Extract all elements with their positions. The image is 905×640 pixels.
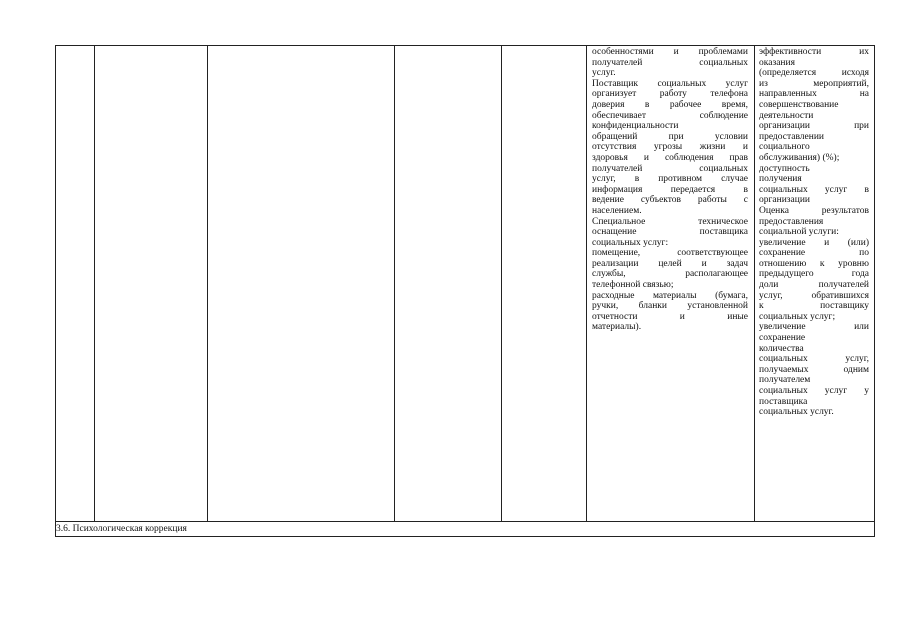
- text-line: направленных на: [759, 89, 869, 100]
- text-line: поставщика: [759, 396, 808, 407]
- text-line: информация передается в: [592, 184, 748, 195]
- text-line: организации при: [759, 121, 869, 132]
- text-line: (определяется исходя: [759, 68, 869, 79]
- section-heading: 3.6. Психологическая коррекция: [56, 524, 187, 534]
- text-line: доверия в рабочее время,: [592, 99, 748, 110]
- text-line: доступность: [759, 163, 810, 174]
- text-line: ручки, бланки установленной: [592, 301, 748, 312]
- text-line: деятельности: [759, 110, 814, 121]
- text-line: сохранение: [759, 333, 806, 344]
- text-line: отсутствия угрозы жизни и: [592, 142, 748, 153]
- text-line: социальной услуги:: [759, 227, 839, 238]
- text-line: социальных услуг у: [759, 386, 869, 396]
- text-line: к поставщику: [759, 301, 869, 312]
- text-line: предыдущего года: [759, 269, 869, 280]
- text-line: реализации целей и задач: [592, 258, 748, 269]
- text-line: получения: [759, 174, 802, 185]
- text-line: совершенствование: [759, 99, 839, 110]
- text-line: предоставления: [759, 216, 824, 227]
- standard-description-cell: [592, 47, 748, 519]
- text-line: социальных услуг:: [592, 237, 669, 248]
- table-top-border: [55, 45, 875, 46]
- text-line: услуг, в противном случае: [592, 174, 748, 185]
- column-divider-3: [394, 45, 395, 521]
- text-line: обслуживания) (%);: [759, 152, 840, 163]
- row-divider: [55, 521, 875, 522]
- text-line: из мероприятий,: [759, 78, 869, 89]
- text-line: обращений при условии: [592, 131, 748, 142]
- text-line: социальных услуг,: [759, 354, 869, 365]
- text-line: помещение, соответствующее: [592, 248, 748, 259]
- text-line: получаемых одним: [759, 364, 869, 375]
- text-line: особенностями и проблемами: [592, 47, 748, 57]
- text-line: населением.: [592, 205, 642, 216]
- text-line: отчетности и иные: [592, 311, 748, 322]
- column-divider-5: [586, 45, 587, 521]
- text-line: получателей социальных: [592, 57, 748, 68]
- text-line: материалы).: [592, 322, 642, 333]
- text-line: оснащение поставщика: [592, 227, 748, 238]
- text-line: сохранение по: [759, 248, 869, 259]
- text-line: доли получателей: [759, 280, 869, 291]
- column-divider-4: [501, 45, 502, 521]
- table-right-border: [874, 45, 875, 537]
- text-line: Специальное техническое: [592, 216, 748, 227]
- text-line: получателей социальных: [592, 163, 748, 174]
- column-divider-2: [207, 45, 208, 521]
- text-line: увеличение и (или): [759, 237, 869, 248]
- text-line: телефонной связью;: [592, 280, 674, 291]
- quality-indicators-cell: [759, 47, 869, 519]
- text-line: ведение субъектов работы с: [592, 195, 748, 206]
- text-line: социальных услуг;: [759, 311, 836, 322]
- text-line: эффективности их: [759, 47, 869, 57]
- text-line: социального: [759, 142, 810, 153]
- text-line: социальных услуг в: [759, 184, 869, 195]
- text-line: отношению к уровню: [759, 258, 869, 269]
- text-line: социальных услуг.: [759, 407, 834, 418]
- column-divider-1: [94, 45, 95, 521]
- table-bottom-border: [55, 536, 875, 537]
- table-left-border: [55, 45, 56, 537]
- text-line: расходные материалы (бумага,: [592, 290, 748, 301]
- column-divider-6: [754, 45, 755, 521]
- text-line: обеспечивает соблюдение: [592, 110, 748, 121]
- text-line: получателем: [759, 375, 811, 386]
- text-line: количества: [759, 343, 804, 354]
- text-line: увеличение или: [759, 322, 869, 333]
- text-line: услуг.: [592, 68, 616, 79]
- text-line: услуг, обратившихся: [759, 290, 869, 301]
- text-line: Оценка результатов: [759, 205, 869, 216]
- text-line: Поставщик социальных услуг: [592, 78, 748, 89]
- text-line: службы, располагающее: [592, 269, 748, 280]
- text-line: оказания: [759, 57, 795, 68]
- text-line: конфиденциальности: [592, 121, 679, 132]
- text-line: здоровья и соблюдения прав: [592, 152, 748, 163]
- text-line: предоставлении: [759, 131, 825, 142]
- text-line: организует работу телефона: [592, 89, 748, 100]
- text-line: организации: [759, 195, 811, 206]
